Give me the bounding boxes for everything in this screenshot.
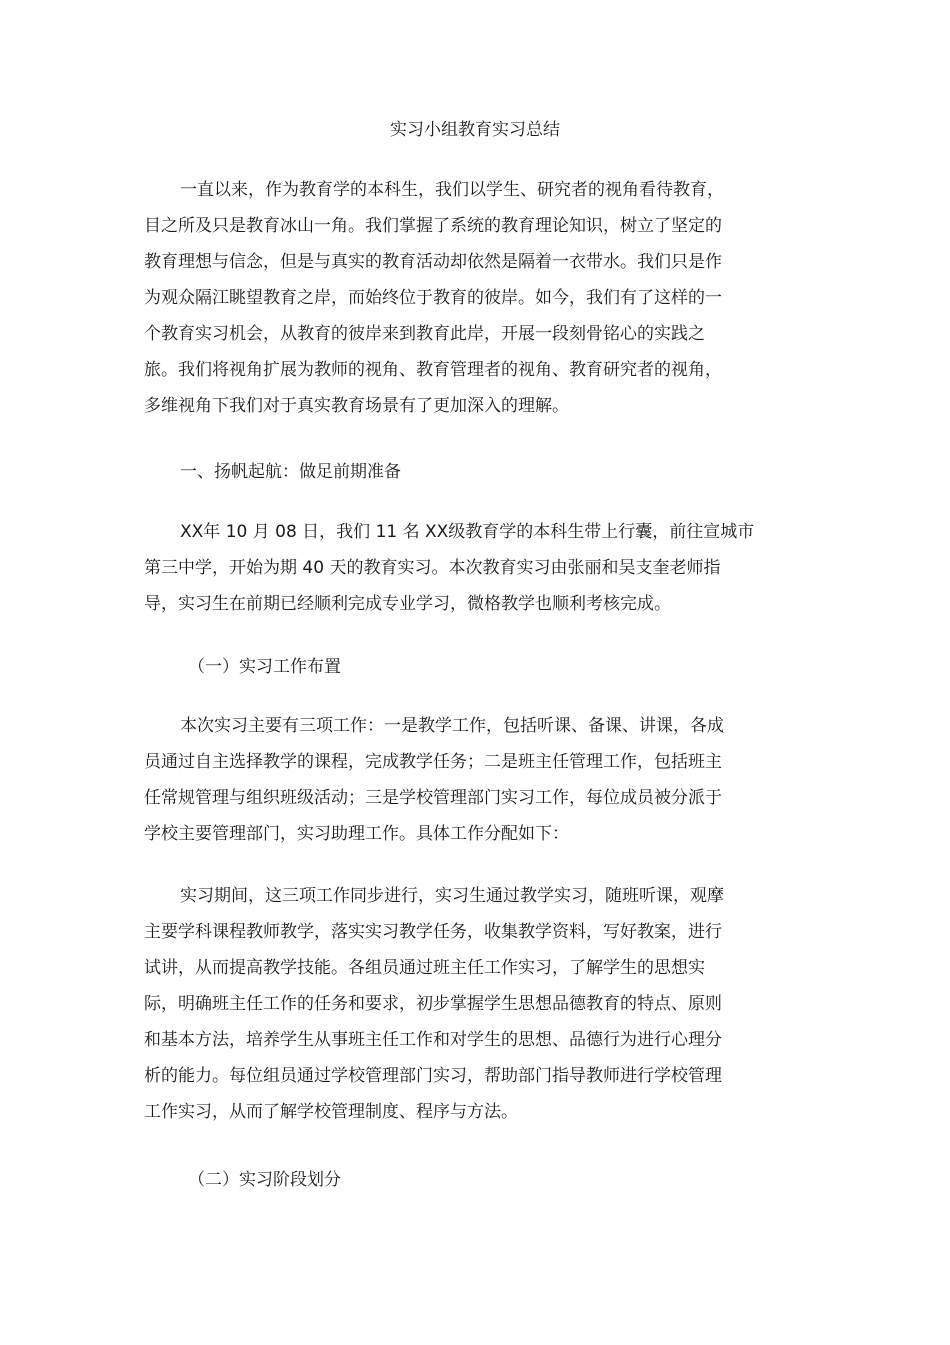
paragraph-line: 旅。我们将视角扩展为教师的视角、教育管理者的视角、教育研究者的视角， bbox=[144, 360, 722, 380]
paragraph-line: 多维视角下我们对于真实教育场景有了更加深入的理解。 bbox=[144, 396, 569, 416]
paragraph-preparation bbox=[144, 514, 784, 622]
paragraph-line: 学校主要管理部门，实习助理工作。具体工作分配如下： bbox=[144, 824, 569, 844]
document-title: 实习小组教育实习总结 bbox=[390, 120, 560, 140]
paragraph-internship-period bbox=[144, 878, 784, 1130]
paragraph-line: 工作实习，从而了解学校管理制度、程序与方法。 bbox=[144, 1102, 518, 1122]
paragraph-line: 个教育实习机会，从教育的彼岸来到教育此岸，开展一段刻骨铭心的实践之 bbox=[144, 324, 705, 344]
paragraph-line: 目之所及只是教育冰山一角。我们掌握了系统的教育理论知识，树立了坚定的 bbox=[144, 216, 722, 236]
paragraph-line: 试讲，从而提高教学技能。各组员通过班主任工作实习，了解学生的思想实 bbox=[144, 958, 705, 978]
subsection-heading: （一）实习工作布置 bbox=[188, 657, 341, 677]
paragraph-work-assignment bbox=[144, 708, 784, 852]
paragraph-line: 际，明确班主任工作的任务和要求，初步掌握学生思想品德教育的特点、原则 bbox=[144, 994, 722, 1014]
paragraph-line: 导，实习生在前期已经顺利完成专业学习，微格教学也顺利考核完成。 bbox=[144, 594, 671, 614]
paragraph-line: XX年 10 月 08 日，我们 11 名 XX级教育学的本科生带上行囊，前往宣城市 bbox=[180, 522, 755, 542]
paragraph-line: 实习期间，这三项工作同步进行，实习生通过教学实习，随班听课，观摩 bbox=[180, 886, 724, 906]
paragraph-line: 为观众隔江眺望教育之岸，而始终位于教育的彼岸。如今，我们有了这样的一 bbox=[144, 288, 722, 308]
paragraph-line: 本次实习主要有三项工作：一是教学工作，包括听课、备课、讲课，各成 bbox=[180, 716, 724, 736]
paragraph-line: 员通过自主选择教学的课程，完成教学任务；二是班主任管理工作，包括班主 bbox=[144, 752, 722, 772]
paragraph-intro bbox=[144, 172, 784, 424]
paragraph-line: 教育理想与信念，但是与真实的教育活动却依然是隔着一衣带水。我们只是作 bbox=[144, 252, 722, 272]
section-heading: 一、扬帆起航：做足前期准备 bbox=[180, 462, 401, 482]
paragraph-line: 和基本方法，培养学生从事班主任工作和对学生的思想、品德行为进行心理分 bbox=[144, 1030, 722, 1050]
paragraph-line: 析的能力。每位组员通过学校管理部门实习，帮助部门指导教师进行学校管理 bbox=[144, 1066, 722, 1086]
subsection-heading: （二）实习阶段划分 bbox=[188, 1170, 341, 1190]
paragraph-line: 任常规管理与组织班级活动；三是学校管理部门实习工作，每位成员被分派于 bbox=[144, 788, 722, 808]
paragraph-line: 主要学科课程教师教学，落实实习教学任务，收集教学资料，写好教案，进行 bbox=[144, 922, 722, 942]
paragraph-line: 第三中学，开始为期 40 天的教育实习。本次教育实习由张丽和吴支奎老师指 bbox=[144, 558, 721, 578]
paragraph-line: 一直以来，作为教育学的本科生，我们以学生、研究者的视角看待教育， bbox=[180, 180, 724, 200]
